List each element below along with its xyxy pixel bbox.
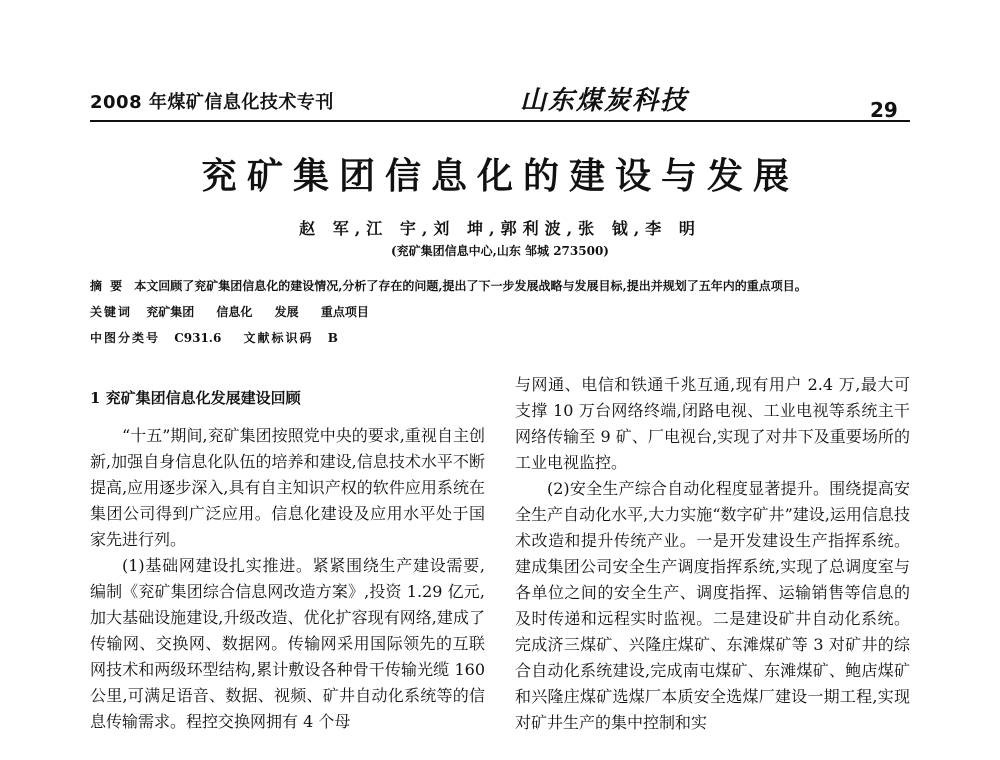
keyword: 兖矿集团 [146, 305, 195, 319]
affiliation: (兖矿集团信息中心,山东 邹城 273500) [391, 244, 609, 258]
body-paragraph: (2)安全生产综合自动化程度显著提升。围绕提高安全生产自动化水平,大力实施“数字矿井”建设,运用信息技术改造和提升传统产业。一是开发建设生产指挥系统。建成集团公司安全生产调度指挥系统,实现了总调度室与各单位之间的安全生产、调度指挥、运输销售等信息的及时传递和远程实时监视。二是建设矿井自动化系统。完成济三煤矿、兴隆庄煤矿、东滩煤矿等 3 对矿井的综合自动化系统建设,完成南屯煤矿、东滩煤矿、鲍店煤矿和兴隆庄煤矿选煤厂本质安全选煤厂建设一期工程,实现对矿井生产的集中控制和实 [515, 479, 910, 732]
keywords-label: 关键词 [90, 305, 133, 319]
classification-block [90, 329, 338, 346]
keyword: 重点项目 [320, 305, 369, 319]
body-column-left [90, 385, 485, 735]
section-heading: 1 兖矿集团信息化发展建设回顾 [90, 389, 301, 407]
author-list: 赵 军,江 宇,刘 坤,郭利波,张 钺,李 明 [299, 219, 701, 238]
abstract-label: 摘 要 [90, 279, 125, 293]
clc-code: C931.6 [174, 331, 222, 345]
doc-code-label: 文献标识码 [243, 331, 314, 345]
keywords-block [90, 303, 387, 320]
abstract-text: 本文回顾了兖矿集团信息化的建设情况,分析了存在的问题,提出了下一步发展战略与发展目标,提出并规划了五年内的重点项目。 [134, 279, 807, 293]
article-title: 兖矿集团信息化的建设与发展 [200, 155, 799, 197]
running-header-issue: 2008 年煤矿信息化技术专刊 [90, 92, 334, 113]
clc-label: 中图分类号 [90, 331, 161, 345]
body-column-right [515, 372, 910, 736]
body-paragraph: 与网通、电信和铁通千兆互通,现有用户 2.4 万,最大可支撑 10 万台网络终端,闭路电视、工业电视等系统主干网络传输至 9 矿、厂电视台,实现了对井下及重要场所的工业电视监控。 [515, 375, 910, 472]
body-paragraph: “十五”期间,兖矿集团按照党中央的要求,重视自主创新,加强自身信息化队伍的培养和建设,信息技术水平不断提高,应用逐步深入,具有自主知识产权的软件应用系统在集团公司得到广泛应用。信息化建设及应用水平处于国家先进行列。 [90, 426, 485, 549]
doc-code: B [327, 331, 338, 345]
abstract-block [90, 277, 920, 294]
keyword: 发展 [274, 305, 299, 319]
page-number: 29 [870, 98, 898, 122]
body-paragraph: (1)基础网建设扎实推进。紧紧围绕生产建设需要,编制《兖矿集团综合信息网改造方案》,投资 1.29 亿元,加大基础设施建设,升级改造、优化扩容现有网络,建成了传输网、交换网、数据网。传输网采用国际领先的互联网技术和两级环型结构,累计敷设各种骨干传输光缆 160 公里,可满足语音、数据、视频、矿井自动化系统等的信息传输需求。程控交换网拥有 4 个母 [90, 556, 485, 731]
header-rule [90, 120, 910, 122]
keyword: 信息化 [216, 305, 253, 319]
journal-name: 山东煤炭科技 [520, 86, 689, 116]
